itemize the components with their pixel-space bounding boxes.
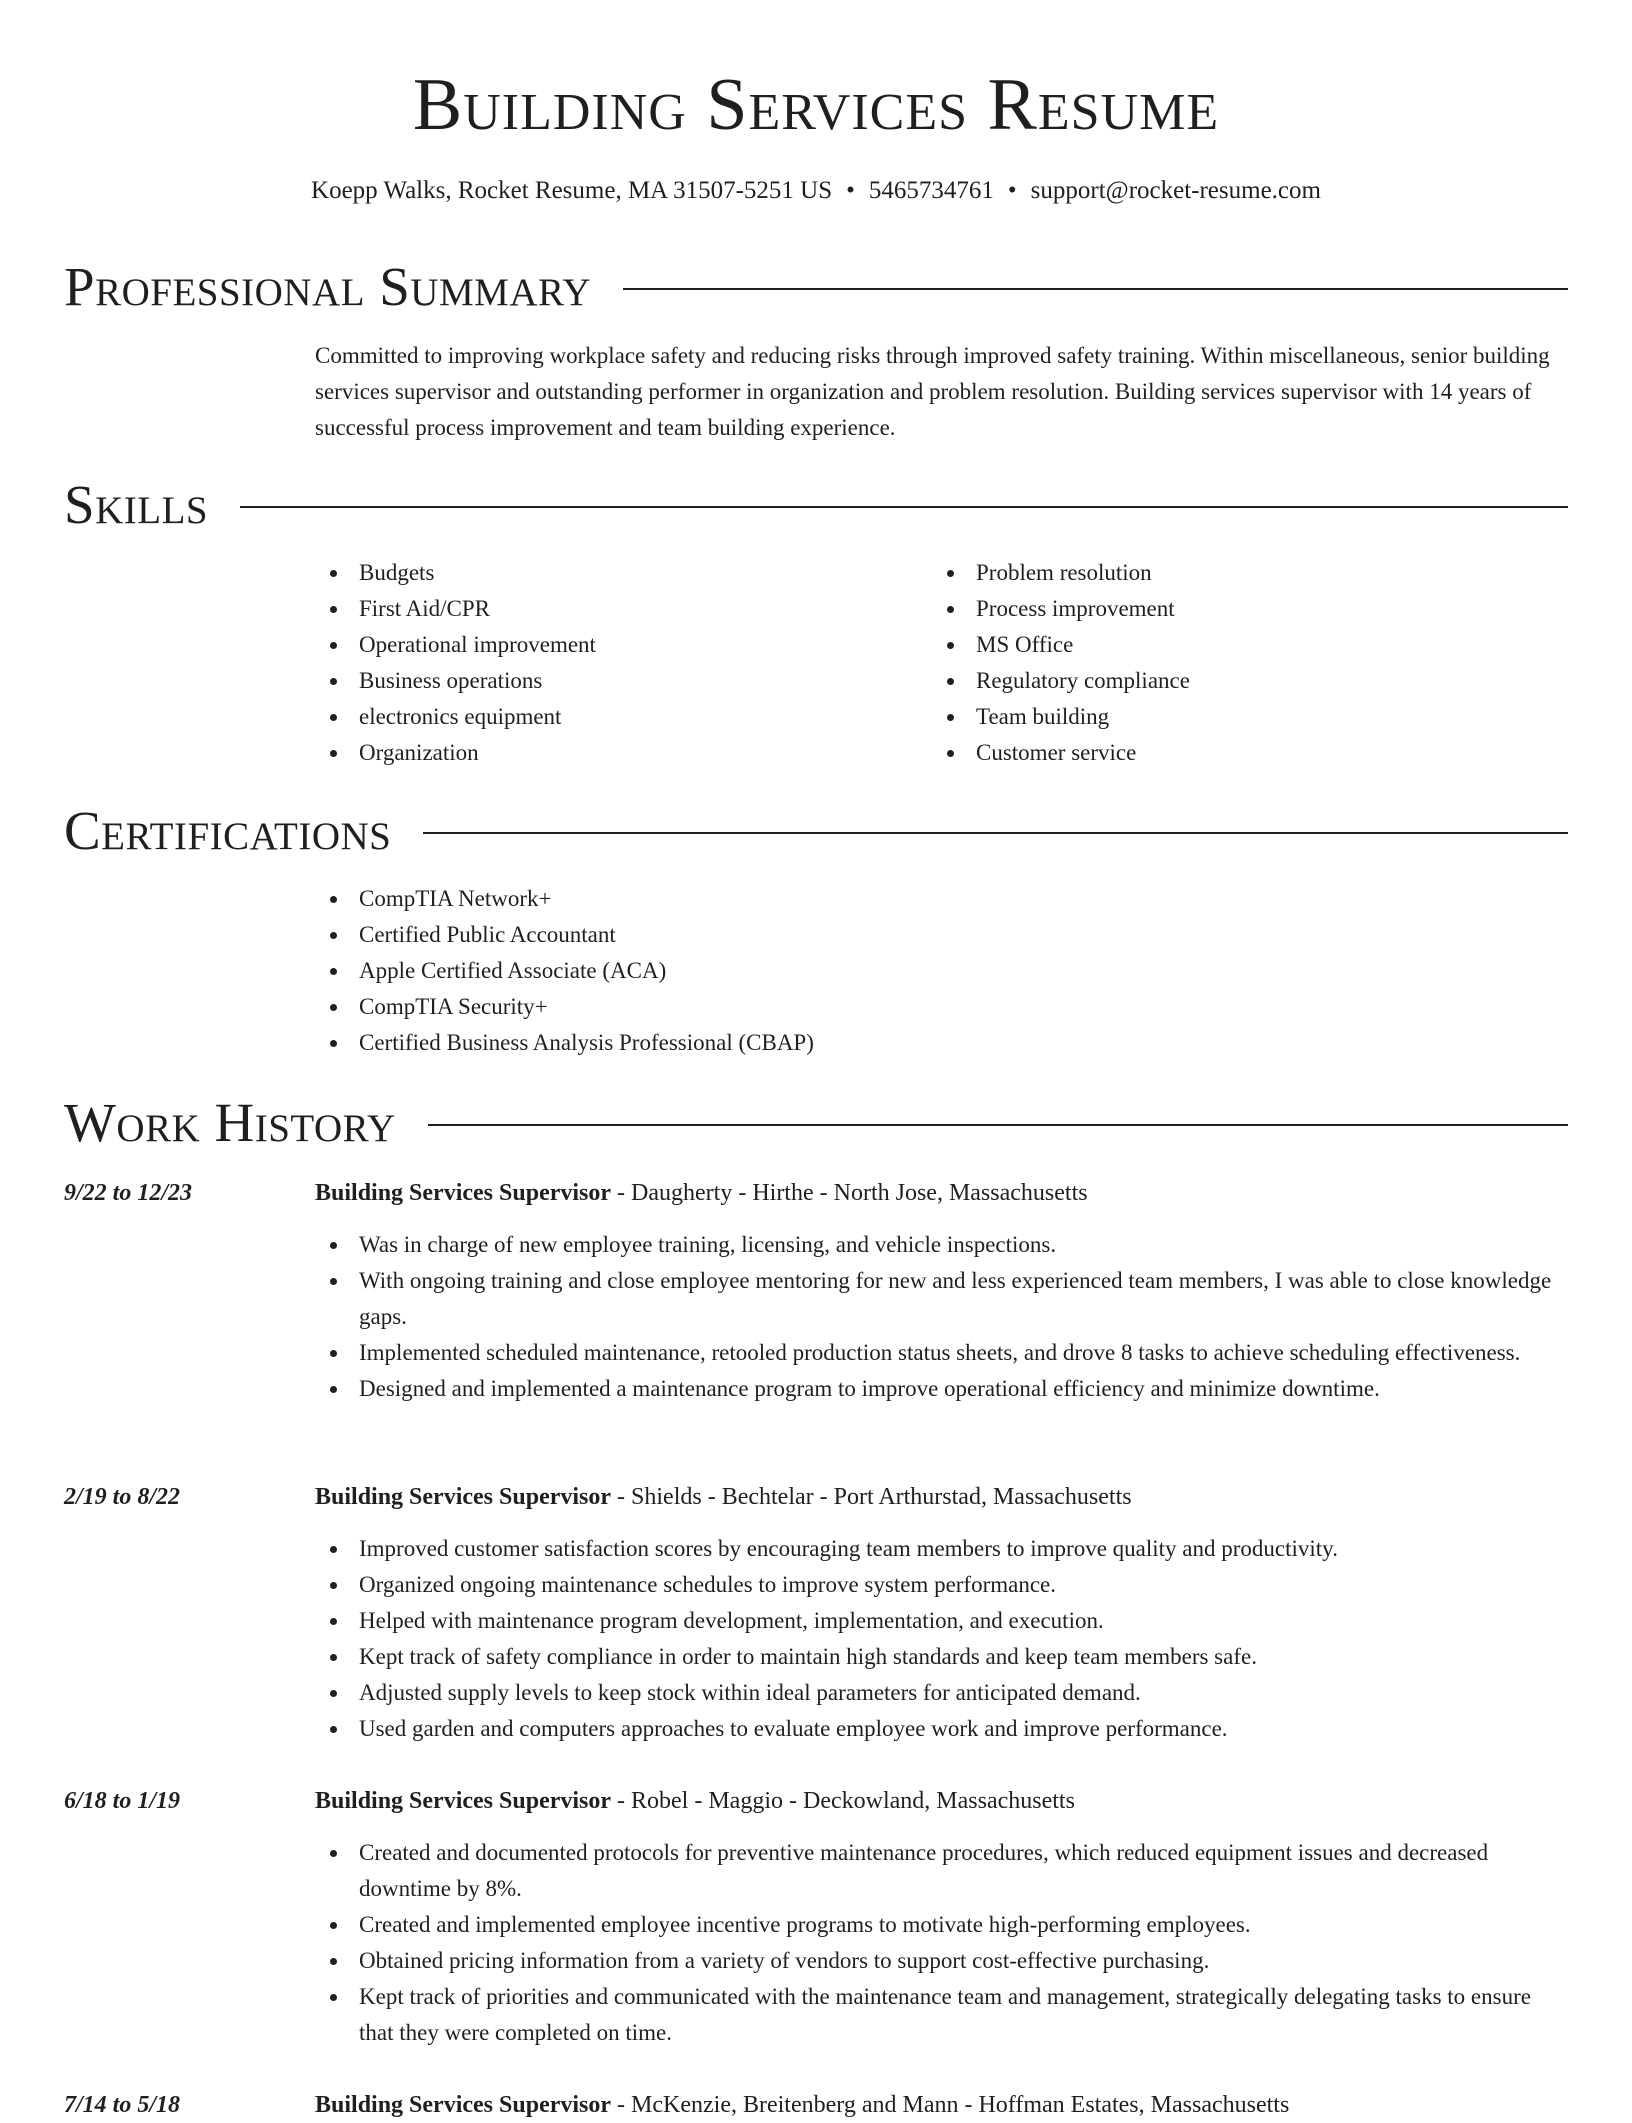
- section-title-skills: Skills: [64, 474, 209, 535]
- contact-separator: •: [1007, 177, 1017, 204]
- job-bullets: [315, 1227, 1568, 1407]
- job-employer: - Robel - Maggio - Deckowland, Massachusetts: [611, 1788, 1075, 1814]
- job-bullet: Used garden and computers approaches to evaluate employee work and improve performance.: [315, 1711, 1568, 1747]
- skill-item: Process improvement: [932, 591, 1532, 627]
- skill-item: First Aid/CPR: [315, 591, 915, 627]
- section-title-work-history: Work History: [64, 1092, 396, 1153]
- job-dates: 7/14 to 5/18: [64, 2092, 181, 2118]
- contact-line: [0, 174, 1632, 208]
- skill-item: Team building: [932, 699, 1532, 735]
- certification-item: Certified Business Analysis Professional (CBAP): [315, 1025, 1568, 1061]
- job-title: Building Services Supervisor: [315, 2092, 612, 2118]
- job-bullet: Was in charge of new employee training, licensing, and vehicle inspections.: [315, 1227, 1568, 1263]
- section-header-summary: [64, 254, 1568, 320]
- skill-item: Customer service: [932, 735, 1532, 771]
- section-divider: [423, 832, 1568, 834]
- job-dates: 9/22 to 12/23: [64, 1180, 193, 1206]
- job-bullet: Implemented scheduled maintenance, retooled production status sheets, and drove 8 tasks to achieve scheduling effectiveness.: [315, 1335, 1568, 1371]
- job-bullet: Improved customer satisfaction scores by encouraging team members to improve quality and productivity.: [315, 1531, 1568, 1567]
- job-bullets: [315, 1531, 1568, 1747]
- section-header-work-history: [64, 1090, 1568, 1156]
- section-title-certifications: Certifications: [64, 800, 392, 861]
- section-header-certifications: [64, 798, 1568, 864]
- certification-item: CompTIA Network+: [315, 881, 1568, 917]
- summary-text: Committed to improving workplace safety and reducing risks through improved safety training. Within miscellaneous, senior building services supervisor and outstanding performer in organization and problem resolution. Building services supervisor with 14 years of successful process improvement and team building experience.: [315, 343, 1550, 440]
- job-bullet: Designed and implemented a maintenance program to improve operational efficiency and minimize downtime.: [315, 1371, 1568, 1407]
- skill-item: Budgets: [315, 555, 915, 591]
- job-bullet: Helped with maintenance program development, implementation, and execution.: [315, 1603, 1568, 1639]
- job-bullet: Created and documented protocols for preventive maintenance procedures, which reduced equipment issues and decreased downtime by 8%.: [315, 1835, 1568, 1907]
- skills-list-left: [315, 555, 915, 771]
- job-employer: - Daugherty - Hirthe - North Jose, Massachusetts: [611, 1180, 1088, 1206]
- section-divider: [240, 506, 1568, 508]
- skill-item: Problem resolution: [932, 555, 1532, 591]
- certification-item: Apple Certified Associate (ACA): [315, 953, 1568, 989]
- job-bullet: Organized ongoing maintenance schedules to improve system performance.: [315, 1567, 1568, 1603]
- job-bullet: Kept track of priorities and communicated with the maintenance team and management, strategically delegating tasks to ensure that they were completed on time.: [315, 1979, 1568, 2051]
- skill-item: Regulatory compliance: [932, 663, 1532, 699]
- job-title: Building Services Supervisor: [315, 1484, 612, 1510]
- job-bullet: Obtained pricing information from a variety of vendors to support cost-effective purchasing.: [315, 1943, 1568, 1979]
- skills-list-right: [932, 555, 1532, 771]
- job-employer: - Shields - Bechtelar - Port Arthurstad, Massachusetts: [611, 1484, 1132, 1510]
- job-heading: [315, 1175, 1568, 1211]
- section-divider: [428, 1124, 1568, 1126]
- job-heading: [315, 2087, 1568, 2123]
- job-dates: 6/18 to 1/19: [64, 1788, 181, 1814]
- document-title: Building Services Resume: [412, 64, 1220, 146]
- section-title-summary: Professional Summary: [64, 256, 592, 317]
- contact-address: Koepp Walks, Rocket Resume, MA 31507-5251 US: [311, 177, 833, 204]
- contact-separator: •: [846, 177, 855, 204]
- job-dates: 2/19 to 8/22: [64, 1484, 181, 1510]
- job-bullet: With ongoing training and close employee mentoring for new and less experienced team members, I was able to close knowledge gaps.: [315, 1263, 1568, 1335]
- section-header-skills: [64, 472, 1568, 538]
- certification-item: Certified Public Accountant: [315, 917, 1568, 953]
- contact-phone: 5465734761: [868, 177, 994, 204]
- job-employer: - McKenzie, Breitenberg and Mann - Hoffman Estates, Massachusetts: [611, 2092, 1290, 2118]
- job-title: Building Services Supervisor: [315, 1788, 612, 1814]
- certifications-list: [315, 881, 1568, 1061]
- section-divider: [623, 288, 1568, 290]
- contact-email: support@rocket-resume.com: [1030, 177, 1321, 204]
- job-bullet: Kept track of safety compliance in order to maintain high standards and keep team members safe.: [315, 1639, 1568, 1675]
- job-bullet: Created and implemented employee incentive programs to motivate high-performing employees.: [315, 1907, 1568, 1943]
- certification-item: CompTIA Security+: [315, 989, 1568, 1025]
- job-bullets: [315, 1835, 1568, 2051]
- job-heading: [315, 1479, 1568, 1515]
- skill-item: Operational improvement: [315, 627, 915, 663]
- job-heading: [315, 1783, 1568, 1819]
- skill-item: MS Office: [932, 627, 1532, 663]
- skill-item: Organization: [315, 735, 915, 771]
- job-title: Building Services Supervisor: [315, 1180, 612, 1206]
- job-bullet: Adjusted supply levels to keep stock within ideal parameters for anticipated demand.: [315, 1675, 1568, 1711]
- skill-item: Business operations: [315, 663, 915, 699]
- skill-item: electronics equipment: [315, 699, 915, 735]
